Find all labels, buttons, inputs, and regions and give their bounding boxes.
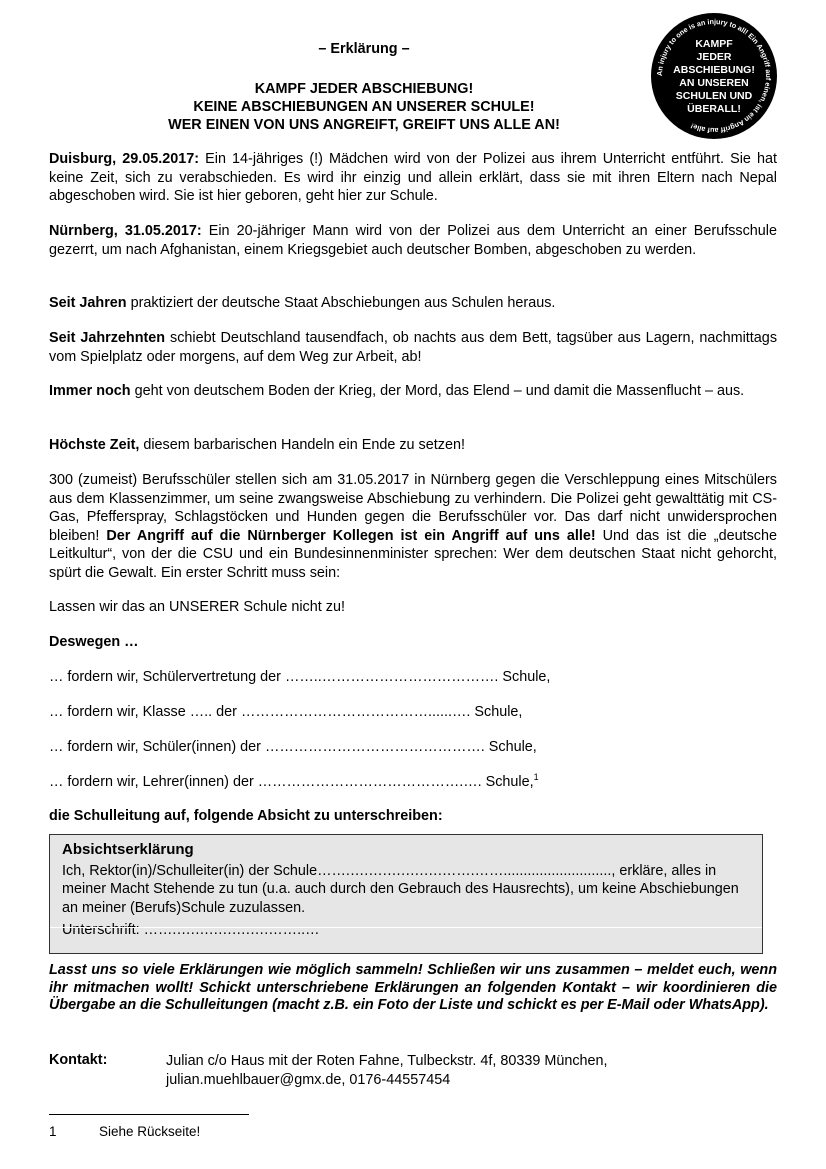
paragraph-duisburg-lead: Duisburg, 29.05.2017: — [49, 151, 200, 167]
paragraph-protest-text-1: 300 (zumeist) Berufsschüler stellen sich am 31.05.2017 in Nürnberg gegen die Verschleppung eines Mitschülers aus dem Klassenzimmer, um seine zwangsweise Abschiebung zu verhindern. Die Polizei geht gewalttätig mit CS-Gas, Pfefferspray, Schlagstöcken und Hunden gegen die Berufsschüler vor. Das darf nicht unwidersprochen bleiben! — [49, 472, 777, 544]
declaration-body: Ich, Rektor(in)/Schulleiter(in) der Schule…….….….….….….…….……..........................., erkläre, alles in meiner Macht Stehende zu tun (u.a. auch durch den Gebrauch des Hausrechts), um keine Abschiebungen an meiner (Berufs)Schule zuzulassen. — [62, 862, 739, 916]
paragraph-nuernberg — [49, 222, 777, 259]
paragraph-duisburg — [49, 150, 777, 206]
paragraph-seit-jahren-lead: Seit Jahren — [49, 295, 127, 311]
badge-ring-text-path: An injury to one is an injury to all! Ein Angriff auf einen, ist ein Angriff auf alle! — [654, 16, 774, 136]
closing-line: die Schulleitung auf, folgende Absicht zu unterschreiben: — [49, 808, 443, 824]
form-line-schueler: … fordern wir, Schüler(innen) der ………………………………………. Schule, — [49, 739, 537, 755]
badge-line-1: KAMPF — [695, 38, 733, 50]
form-line-klasse: … fordern wir, Klasse ….. der …………………………………......…. Schule, — [49, 704, 523, 720]
contact-email-phone: julian.muehlbauer@gmx.de, 0176-44557454 — [166, 1071, 451, 1088]
call-to-action: Lasst uns so viele Erklärungen wie möglich sammeln! Schließen wir uns zusammen – meldet euch, wenn ihr mitmachen wollt! Schickt unterschriebene Erklärungen an folgenden Kontakt – wir koordinieren die Übergabe an die Schulleitungen (macht z.B. ein Foto der Liste und schickt es per E-Mail oder WhatsApp). — [49, 962, 777, 1013]
paragraph-nuernberg-text: Ein 20-jähriger Mann wird von der Polizei aus dem Unterricht an einer Berufsschule gezerrt, um nach Afghanistan, einem Kriegsgebiet auch deutscher Bomben, abgeschoben zu werden. — [49, 223, 777, 258]
paragraph-immer-noch — [49, 382, 777, 401]
paragraph-lassen: Lassen wir das an UNSERER Schule nicht zu! — [49, 599, 345, 615]
paragraph-immer-noch-lead: Immer noch — [49, 383, 131, 399]
document-title: – Erklärung – — [318, 41, 410, 57]
form-line-lehrer — [49, 773, 539, 791]
paragraph-hoechste-zeit — [49, 436, 777, 455]
paragraph-seit-jahren-text: praktiziert der deutsche Staat Abschiebungen aus Schulen heraus. — [126, 295, 556, 311]
contact-address: Julian c/o Haus mit der Roten Fahne, Tulbeckstr. 4f, 80339 München, — [166, 1053, 608, 1069]
paragraph-seit-jahren — [49, 294, 777, 313]
headline-3: WER EINEN VON UNS ANGREIFT, GREIFT UNS ALLE AN! — [168, 117, 560, 133]
paragraph-duisburg-text: Ein 14-jähriges (!) Mädchen wird von der Polizei aus ihrem Unterricht entführt. Sie hat keine Zeit, sich zu verabschieden. Es wird ihr einzig und allein erklärt, dass sie mit ihren Eltern nach Nepal abgeschoben wird. Sie ist hier geboren, geht hier zur Schule. — [49, 151, 777, 205]
paragraph-seit-jahrzehnten — [49, 329, 777, 366]
badge-circle — [651, 13, 777, 139]
paragraph-nuernberg-protest — [49, 471, 777, 583]
footnote-text: Siehe Rückseite! — [99, 1124, 201, 1139]
footnote-number: 1 — [49, 1124, 57, 1139]
declaration-divider — [50, 927, 762, 928]
declaration-title: Absichtserklärung — [62, 841, 194, 858]
badge-line-5: SCHULEN UND — [675, 90, 753, 102]
campaign-badge — [650, 12, 778, 140]
contact-label: Kontakt: — [49, 1052, 108, 1068]
badge-line-4: AN UNSEREN — [679, 77, 749, 89]
contact-details — [166, 1052, 777, 1089]
form-line-schuelervertretung: … fordern wir, Schülervertretung der ……..………………………………. Schule, — [49, 669, 551, 685]
paragraph-seit-jahrzehnten-lead: Seit Jahrzehnten — [49, 330, 166, 346]
badge-line-2: JEDER — [696, 51, 732, 63]
paragraph-protest-text-2: Und das ist die „deutsche Leitkultur“, von der die CSU und ein Bundesinnenminister sprechen: Wer dem deutschen Staat nicht gehorcht, spürt die Gewalt. Ein erster Schritt muss sein: — [49, 527, 777, 581]
declaration-box — [49, 834, 763, 954]
paragraph-hoechste-zeit-text: diesem barbarischen Handeln ein Ende zu setzen! — [139, 437, 465, 453]
paragraph-immer-noch-text: geht von deutschem Boden der Krieg, der Mord, das Elend – und damit die Massenflucht – aus. — [130, 383, 745, 399]
paragraph-protest-bold: Der Angriff auf die Nürnberger Kollegen ist ein Angriff auf uns alle! — [106, 527, 596, 544]
paragraph-nuernberg-lead: Nürnberg, 31.05.2017: — [49, 223, 202, 239]
headline-2: KEINE ABSCHIEBUNGEN AN UNSERER SCHULE! — [193, 99, 535, 115]
badge-line-6: ÜBERALL! — [687, 103, 741, 115]
badge-line-3: ABSCHIEBUNG! — [673, 64, 755, 76]
footnote — [49, 1124, 200, 1139]
paragraph-deswegen: Deswegen … — [49, 634, 139, 650]
paragraph-hoechste-zeit-lead: Höchste Zeit, — [49, 437, 140, 453]
form-line-lehrer-text: … fordern wir, Lehrer(innen) der …………………………………….…. Schule, — [49, 774, 534, 790]
paragraph-seit-jahrzehnten-text: schiebt Deutschland tausendfach, ob nachts aus dem Bett, tagsüber aus Lagern, nachmittags vom Spielplatz oder morgens, auf dem Weg zur Arbeit, ab! — [49, 330, 778, 365]
footnote-separator — [49, 1114, 249, 1115]
declaration-signature: Unterschrift: …….….….….….….……..… — [62, 922, 320, 939]
headline-1: KAMPF JEDER ABSCHIEBUNG! — [254, 81, 474, 97]
footnote-reference: 1 — [533, 772, 539, 783]
